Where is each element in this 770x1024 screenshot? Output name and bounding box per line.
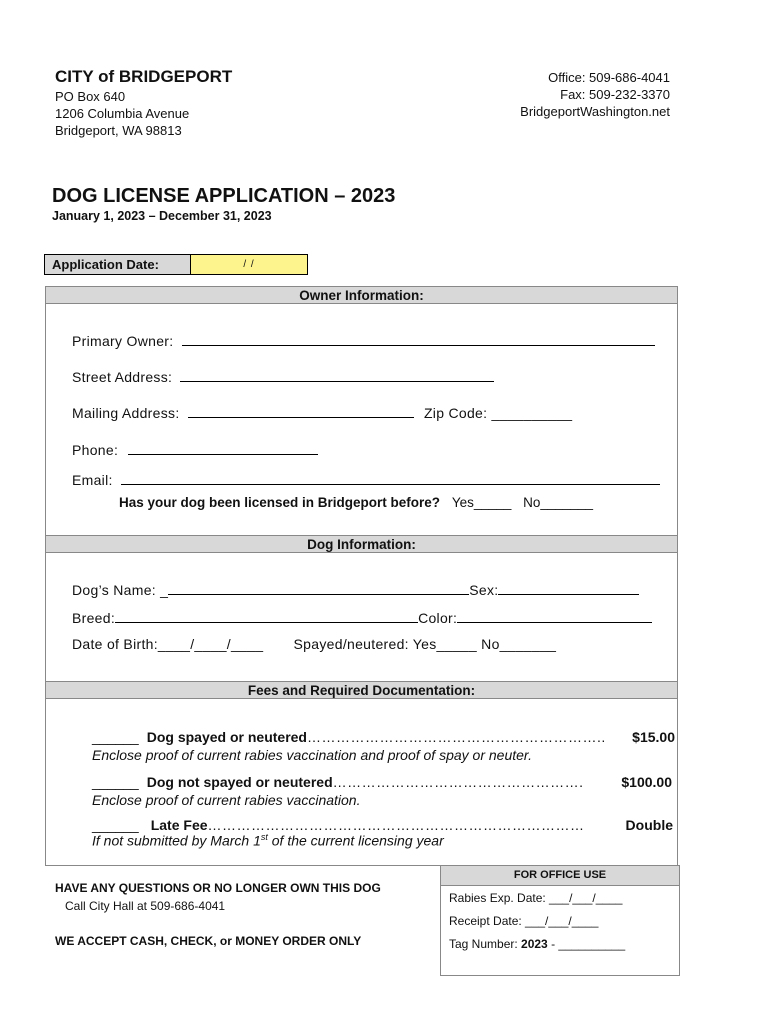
fee-not-spayed-blank[interactable]: ______ — [92, 774, 139, 790]
fee-spayed-note: Enclose proof of current rabies vaccination and proof of spay or neuter. — [92, 747, 532, 763]
rabies-exp-date[interactable]: Rabies Exp. Date: ___/___/____ — [449, 891, 623, 905]
fee-late-note-rest: of the current licensing year — [267, 832, 444, 849]
mailing-address-label: Mailing Address: — [72, 405, 180, 421]
fee-late-leader: …………………………………………………………………… — [207, 817, 585, 833]
fee-spayed-leader: …………………………………………………….. — [306, 729, 606, 745]
dog-name-row — [72, 580, 639, 598]
call-city-hall: Call City Hall at 509-686-4041 — [65, 899, 226, 913]
fee-not-spayed-label: Dog not spayed or neutered — [146, 774, 333, 790]
date-of-birth-field[interactable]: Date of Birth:____/____/____ — [72, 636, 264, 652]
form-left-border — [45, 286, 46, 866]
form-bottom-border — [45, 865, 441, 866]
form-right-border — [677, 286, 678, 866]
street-address-input[interactable] — [180, 367, 494, 382]
receipt-date[interactable]: Receipt Date: ___/___/____ — [449, 914, 599, 928]
dob-row — [72, 636, 556, 652]
address-line-1: PO Box 640 — [55, 89, 126, 104]
mailing-address-row — [72, 403, 572, 421]
website: BridgeportWashington.net — [520, 104, 670, 119]
office-use-box — [440, 865, 680, 976]
color-label: Color: — [418, 610, 458, 626]
fee-not-spayed-note: Enclose proof of current rabies vaccination. — [92, 792, 361, 808]
fee-item-late — [92, 817, 673, 833]
street-address-label: Street Address: — [72, 369, 173, 385]
dog-name-input[interactable] — [168, 580, 469, 595]
street-address-row — [72, 367, 494, 385]
tag-number-row[interactable] — [449, 937, 625, 951]
sex-label: Sex: — [469, 582, 499, 598]
mailing-address-input[interactable] — [188, 403, 414, 418]
application-date-label: Application Date: — [45, 255, 191, 274]
license-period: January 1, 2023 – December 31, 2023 — [52, 209, 272, 223]
phone-row — [72, 440, 318, 458]
address-line-2: 1206 Columbia Avenue — [55, 106, 190, 121]
fee-late-label: Late Fee — [150, 817, 208, 833]
fee-late-blank[interactable]: ______ — [92, 817, 139, 833]
questions-text: HAVE ANY QUESTIONS OR NO LONGER OWN THIS DOG — [55, 881, 381, 895]
fee-late-price: Double — [625, 817, 673, 833]
primary-owner-label: Primary Owner: — [72, 333, 174, 349]
application-date-box — [44, 254, 308, 275]
tag-year: 2023 — [521, 937, 548, 951]
application-date-field[interactable]: / / — [191, 255, 307, 274]
org-name: CITY of BRIDGEPORT — [55, 67, 233, 86]
fee-item-not-spayed — [92, 774, 672, 790]
fax-number: Fax: 509-232-3370 — [560, 87, 670, 102]
office-use-header: FOR OFFICE USE — [441, 866, 679, 886]
spayed-neutered-field[interactable]: Spayed/neutered: Yes_____ No_______ — [293, 636, 557, 652]
breed-input[interactable] — [115, 608, 418, 623]
fee-late-note — [92, 832, 444, 849]
tag-number-blank: - __________ — [547, 937, 626, 951]
tag-number-label: Tag Number: — [449, 937, 522, 951]
email-row — [72, 470, 660, 488]
document-title: DOG LICENSE APPLICATION – 2023 — [52, 185, 396, 207]
breed-row — [72, 608, 652, 626]
fee-spayed-label: Dog spayed or neutered — [146, 729, 307, 745]
fee-late-note-text: If not submitted by March 1 — [92, 832, 261, 849]
fee-spayed-price: $15.00 — [632, 729, 675, 745]
phone-input[interactable] — [128, 440, 318, 455]
zip-code-field[interactable]: Zip Code: __________ — [423, 405, 573, 421]
fees-header: Fees and Required Documentation: — [45, 681, 678, 699]
owner-info-header: Owner Information: — [45, 286, 678, 304]
dog-name-label: Dog’s Name: _ — [72, 582, 169, 598]
licensed-before-question: Has your dog been licensed in Bridgeport before? — [119, 495, 441, 510]
fee-not-spayed-price: $100.00 — [621, 774, 672, 790]
address-line-3: Bridgeport, WA 98813 — [55, 123, 182, 138]
fee-not-spayed-leader: ……………………………………………. — [332, 774, 584, 790]
licensed-before-yes[interactable]: Yes_____ — [451, 495, 512, 510]
payment-methods: WE ACCEPT CASH, CHECK, or MONEY ORDER ONLY — [55, 934, 362, 948]
phone-label: Phone: — [72, 442, 119, 458]
primary-owner-row — [72, 331, 655, 349]
color-input[interactable] — [457, 608, 652, 623]
email-label: Email: — [72, 472, 113, 488]
breed-label: Breed: — [72, 610, 116, 626]
fee-late-note-sup: st — [260, 832, 268, 842]
dog-info-header: Dog Information: — [45, 535, 678, 553]
office-phone: Office: 509-686-4041 — [548, 70, 670, 85]
email-input[interactable] — [121, 470, 660, 485]
fee-spayed-blank[interactable]: ______ — [92, 729, 139, 745]
fee-item-spayed — [92, 729, 675, 745]
licensed-before-no[interactable]: No_______ — [523, 495, 593, 510]
sex-input[interactable] — [498, 580, 639, 595]
licensed-before-row — [119, 495, 593, 510]
primary-owner-input[interactable] — [182, 331, 655, 346]
